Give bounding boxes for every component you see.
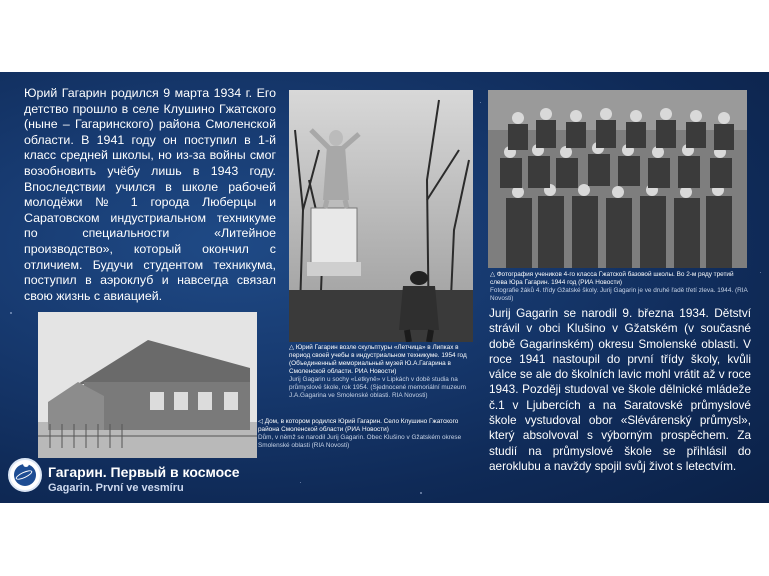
exhibit-panel: [0, 72, 769, 503]
star-decoration: [480, 102, 481, 103]
house-photo: [38, 312, 257, 458]
footer-title-cz: Gagarin. První ve vesmíru: [48, 482, 184, 494]
house-caption-ru: ◁ Дом, в котором родился Юрий Гагарин. Село Клушино Гжатского района Смоленской области (РИА Новости): [258, 418, 459, 433]
star-decoration: [760, 272, 761, 273]
statue-photo: [289, 90, 473, 342]
house-caption-cz: Dům, v němž se narodil Jurij Gagarin. Obec Klušino v Gžatském okrese Smolenské oblasti (RIA Novosti): [258, 434, 462, 449]
class-caption-cz: Fotografie žáků 4. třídy Gžatské školy. Jurij Gagarin je ve druhé řadě třetí zleva. 1944. (RIA Novosti): [490, 287, 748, 302]
statue-caption: [289, 344, 473, 400]
statue-caption-cz: Jurij Gagarin u sochy «Letkyně» v Lipkách v době studia na průmyslové škole, rok 1954. (Sjednocené memoriální muzeum J.A.Gagarina ve Smolenské oblasti. RIA Novosti): [289, 376, 466, 399]
class-caption-ru: △ Фотография учеников 4-го класса Гжатской базовой школы. Во 2-м ряду третий слева Юра Гагарин. 1944 год (РИА Новости): [490, 271, 734, 286]
statue-caption-ru: △ Юрий Гагарин возле скульптуры «Летчица» в Липках в период своей учебы в индустриальном техникуме. 1954 год (Объединенный мемориальный музей Ю.А.Гагарина в Смоленской области. РИА Новости): [289, 344, 467, 375]
class-caption: [490, 271, 752, 303]
russian-text: Юрий Гагарин родился 9 марта 1934 г. Его детство прошло в селе Клушино Гжатского (ныне – Гагаринского) района Смоленской области. В 1941 году он поступил в 1-й класс средней школы, но из-за войны смог возобновить учёбу лишь в 1943 году. Впоследствии учился в школе рабочей молодёжи № 1 города Люберцы и Саратовском индустриальном техникуме по специальности «Литейное производство», который окончил с отличием. Будучи студентом техникума, поступил в аэроклуб и навсегда связал свою жизнь с авиацией.: [24, 86, 276, 303]
footer-title-ru: Гагарин. Первый в космосе: [48, 464, 240, 480]
star-decoration: [300, 482, 301, 483]
star-decoration: [420, 492, 422, 494]
czech-text: Jurij Gagarin se narodil 9. března 1934. Dětství strávil v obci Klušino v Gžatském (v současné době Gagarinském) okresu Smolenské oblasti. V roce 1941 nastoupil do první třídy školy, kvůli válce se ale do školních lavic mohl vrátit až v roce 1943. Později studoval ve škole dělnické mládeže č.1 v Ljubercích a na Saratovské průmyslové škole vystudoval obor «Slévárenský průmysl», který absolvoval s výborným prospěchem. Za studií na průmyslové škole se přihlásil do aeroklubu a navždy spojil svůj život s letectvím.: [489, 306, 751, 473]
star-decoration: [10, 312, 12, 314]
logo-icon: [8, 458, 42, 492]
class-photo: [488, 90, 747, 268]
house-caption: [258, 418, 473, 450]
